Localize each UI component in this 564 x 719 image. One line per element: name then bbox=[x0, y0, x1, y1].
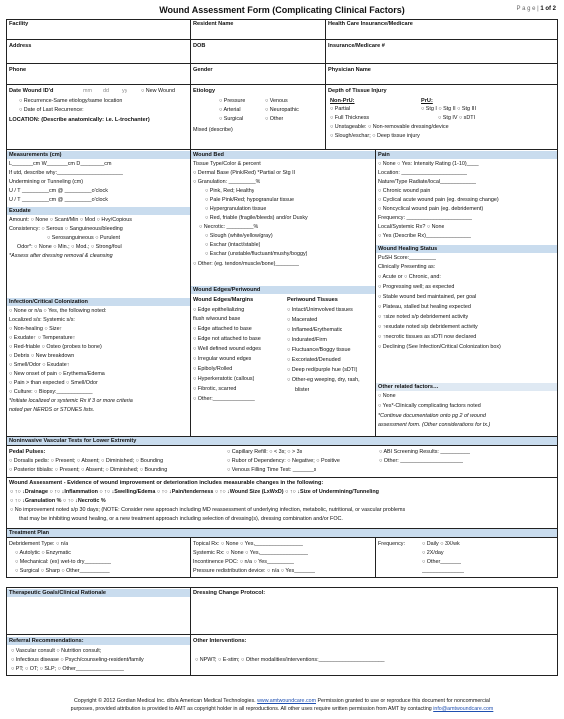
exudate-consistency[interactable]: Consistency: ○ Serous ○ Sanguineous/bleeding bbox=[9, 226, 123, 232]
facility-label: Facility bbox=[9, 21, 29, 27]
periwound-4[interactable]: ○ Fluctuance/Boggy tissue bbox=[287, 347, 351, 353]
edge-4[interactable]: ○ Well defined wound edges bbox=[193, 346, 261, 352]
etiology-pressure[interactable]: ○ Pressure bbox=[219, 98, 246, 104]
pain-line-3[interactable]: ○ Chronic wound pain bbox=[378, 188, 431, 194]
exudate-note: *Assess after dressing removal & cleansing bbox=[9, 253, 113, 259]
rx-box bbox=[190, 537, 376, 578]
healing-line-1: Clinically Presenting as: bbox=[378, 264, 436, 270]
wound-bed-line-7[interactable]: ○ Necrotic: _________% bbox=[199, 224, 259, 230]
pedal-pulses-label: Pedal Pulses: bbox=[9, 449, 46, 455]
referral-box bbox=[6, 634, 191, 676]
systemic-rx[interactable]: Systemic Rx: ○ None ○ Yes,________________ bbox=[193, 550, 309, 556]
posterior-tibialis[interactable]: ○ Posterior tibialis: ○ Present; ○ Absent; ○ Diminished; ○ Bounding bbox=[9, 467, 168, 473]
debridement-box bbox=[6, 537, 191, 578]
etiology-surgical[interactable]: ○ Surgical bbox=[219, 116, 244, 122]
infection-line-4[interactable]: ○ Red-friable ○ Osteo (probes to bone) bbox=[9, 344, 102, 350]
phone-label: Phone bbox=[9, 67, 27, 73]
wound-bed-line-3[interactable]: ○ Pink, Red; Healthy bbox=[205, 188, 255, 194]
infection-line-0[interactable]: ○ None or n/a ○ Yes, the following noted: bbox=[9, 308, 107, 314]
footer-line-2 bbox=[8, 706, 556, 713]
assessment-line-2[interactable]: ○ ↑○ ↓Granulation % ○ ↑○ ↓Necrotic % bbox=[10, 498, 106, 504]
edge-1: flush w/wound base bbox=[193, 316, 241, 322]
rubor-dependency[interactable]: ○ Rubor of Dependency: ○ Negative; ○ Positive bbox=[227, 458, 340, 464]
last-recurrence-option[interactable]: ○ Date of Last Recurrence: bbox=[19, 107, 84, 113]
healing-line-8[interactable]: ○ ↑necrotic tissues as sDTI now declared bbox=[378, 334, 477, 340]
dressing-box[interactable] bbox=[190, 587, 558, 635]
wound-bed-line-4[interactable]: ○ Pale Pink/Red; hypogranular tissue bbox=[205, 197, 294, 203]
dorsalis-pedis[interactable]: ○ Dorsalis pedis: ○ Present; ○ Absent; ○ Diminished; ○ Bounding bbox=[9, 458, 164, 464]
pressure-redistribution[interactable]: Pressure redistribution device: ○ n/a ○ Yes_______ bbox=[193, 568, 316, 574]
wound-bed-line-8[interactable]: ○ Slough (white/yellow/gray) bbox=[205, 233, 273, 239]
email-link[interactable]: info@amtwoundcare.com bbox=[433, 706, 494, 712]
edges-subheader: Wound Edges/Margins bbox=[193, 297, 254, 303]
pain-line-4[interactable]: ○ Cyclical acute wound pain (eg. dressing change) bbox=[378, 197, 499, 203]
infection-line-1: Localized s/s: Systemic s/s: bbox=[9, 317, 75, 323]
insurance-label: Health Care Insurance/Medicare bbox=[328, 21, 413, 27]
page-of: 1 of 2 bbox=[540, 6, 556, 12]
wound-assessment-title: Wound Assessment - Evidence of wound improvement or deterioration includes measurable changes in the following: bbox=[9, 480, 324, 486]
frequency-0[interactable]: ○ Daily ○ 3X/wk bbox=[422, 541, 460, 547]
pain-header: Pain bbox=[376, 151, 557, 159]
date-dd[interactable]: dd bbox=[103, 88, 109, 94]
edge-0[interactable]: ○ Edge epithelializing bbox=[193, 307, 245, 313]
incontinence-poc[interactable]: Incontinence POC: ○ n/a ○ Yes_________ bbox=[193, 559, 294, 565]
assessment-line-1[interactable]: ○ ↑○ ↓Drainage ○ ↑○ ↓Inflammation ○ ↑○ ↓Swelling/Edema ○ ↑○ ↓Pain/tenderness ○ ↑○ ↓Wound Size (LxWxD) ○ ↑○ ↓Size of Undermining/Tunneling bbox=[10, 489, 379, 495]
referral-2[interactable]: ○ PT; ○ OT; ○ SLP; ○ Other________________ bbox=[11, 666, 124, 672]
exudate-consistency-2[interactable]: ○ Serosanguineous ○ Purulent bbox=[47, 235, 121, 241]
infection-note-1: *Initiate localized or systemic Rx if 3 or more criteria bbox=[9, 398, 133, 404]
edge-7[interactable]: ○ Hyperkeratotic (callous) bbox=[193, 376, 255, 382]
measurements-utd[interactable]: If utd, describe why:______________________ bbox=[9, 170, 123, 176]
venous-filling[interactable]: ○ Venous Filling Time Test: _______s bbox=[227, 467, 317, 473]
healing-line-0[interactable]: PuSH Score:_________ bbox=[378, 255, 437, 261]
wound-bed-line-0: Tissue Type/Color & percent bbox=[193, 161, 261, 167]
capillary-refill[interactable]: ○ Capillary Refill: ○ < 3s; ○ > 3s bbox=[227, 449, 303, 455]
wound-bed-line-6[interactable]: ○ Red, friable (fragile/bleeds) and/or Dusky bbox=[205, 215, 308, 221]
physician-field[interactable] bbox=[325, 63, 558, 85]
frequency-2[interactable]: ○ Other_______ bbox=[422, 559, 462, 565]
edge-6[interactable]: ○ Epiboly/Rolled bbox=[193, 366, 233, 372]
form-header bbox=[0, 5, 564, 19]
pain-line-1[interactable]: Location: ______________________ bbox=[378, 170, 468, 176]
infection-line-7[interactable]: ○ New onset of pain ○ Erythema/Edema bbox=[9, 371, 105, 377]
measurements-undermining: Undermining or Tunneling (cm) bbox=[9, 179, 84, 185]
page-number: P a g e | 1 of 2 bbox=[516, 6, 556, 12]
footer-line-1 bbox=[8, 698, 556, 705]
left-column bbox=[6, 149, 191, 437]
attribution-text: purposes, provided attribution is provided to AMT as copyright holder in all reproductions. All other uses require written permission from AMT by contacting bbox=[70, 706, 432, 712]
healing-line-3[interactable]: ○ Progressing well; as expected bbox=[378, 284, 455, 290]
etiology-arterial[interactable]: ○ Arterial bbox=[219, 107, 241, 113]
edge-2[interactable]: ○ Edge attached to base bbox=[193, 326, 252, 332]
edge-5[interactable]: ○ Irregular wound edges bbox=[193, 356, 252, 362]
other-factors-2: *Continue documentation onto pg 2 of wound bbox=[378, 413, 486, 419]
healing-header: Wound Healing Status bbox=[376, 245, 557, 253]
form-title: Wound Assessment Form (Complicating Clinical Factors) bbox=[159, 5, 405, 15]
recurrence-option[interactable]: ○ Recurrence-Same etiology/same location bbox=[19, 98, 123, 104]
infection-line-2[interactable]: ○ Non-healing ○ Size↑ bbox=[9, 326, 63, 332]
measurements-ut2[interactable]: U / T _________cm @ _________o'clock bbox=[9, 197, 108, 203]
frequency-label: Frequency: bbox=[378, 541, 405, 547]
date-yy[interactable]: yy bbox=[122, 88, 128, 94]
infection-note-2: noted per NERDS or STONES lists. bbox=[9, 407, 95, 413]
page-word: P a g e bbox=[516, 6, 536, 12]
periwound-subheader: Periwound Tissues bbox=[287, 297, 338, 303]
measurements-header: Measurements (cm) bbox=[7, 151, 190, 159]
infection-line-5[interactable]: ○ Debris ○ New breakdown bbox=[9, 353, 75, 359]
goals-box[interactable] bbox=[6, 587, 191, 635]
depth-stages-1[interactable]: ○ Stg I ○ Stg II ○ Stg III bbox=[421, 106, 477, 112]
healing-line-9[interactable]: ○ Declining (See Infection/Critical Colonization box) bbox=[378, 344, 501, 350]
vascular-box bbox=[6, 445, 558, 478]
address-field[interactable] bbox=[6, 39, 191, 64]
infection-header: Infection/Critical Colonization bbox=[7, 298, 190, 306]
vascular-header: Noninvasive Vascular Tests for Lower Extremity bbox=[6, 436, 558, 446]
periwound-3[interactable]: ○ Indurated/Firm bbox=[287, 337, 327, 343]
dob-label: DOB bbox=[193, 43, 206, 49]
pain-line-7[interactable]: Local/Systemic Rx? ○ None bbox=[378, 224, 445, 230]
other-factors-0[interactable]: ○ None bbox=[378, 393, 396, 399]
pain-line-6[interactable]: Frequency: ______________________ bbox=[378, 215, 473, 221]
frequency-3[interactable]: ______________ bbox=[422, 568, 464, 574]
dressing-header: Dressing Change Protocol: bbox=[193, 590, 266, 596]
wound-bed-header: Wound Bed bbox=[191, 151, 375, 159]
wound-bed-line-5[interactable]: ○ Hypergranulation tissue bbox=[205, 206, 267, 212]
etiology-title: Etiology bbox=[193, 88, 216, 94]
depth-unstageable[interactable]: ○ Unstageable: ○ Non-removable dressing/device bbox=[330, 124, 449, 130]
copyright-text: Copyright © 2012 Gordian Medical Inc. d/b/a American Medical Technologies. bbox=[73, 698, 256, 704]
dob-field[interactable] bbox=[190, 39, 326, 64]
periwound-6[interactable]: ○ Deep red/purple hue (sDTI) bbox=[287, 367, 358, 373]
depth-stages-2[interactable]: ○ Stg IV ○ sDTI bbox=[438, 115, 476, 121]
insurance-number-label: Insurance/Medicare # bbox=[328, 43, 385, 49]
pain-line-8[interactable]: ○ Yes (Describe Rx)_______________ bbox=[378, 233, 471, 239]
debridement-1[interactable]: ○ Autolytic ○ Enzymatic bbox=[15, 550, 71, 556]
frequency-1[interactable]: ○ 2X/day bbox=[422, 550, 444, 556]
depth-full[interactable]: ○ Full Thickness bbox=[330, 115, 370, 121]
permission-text: Permission granted to use or reproduce this document for noncommercial bbox=[317, 698, 491, 704]
referral-0[interactable]: ○ Vascular consult ○ Nutrition consult; bbox=[11, 648, 102, 654]
other-factors-header: Other related factors… bbox=[376, 383, 557, 391]
infection-line-3[interactable]: ○ Exudate↑ ○ Temperature↑ bbox=[9, 335, 76, 341]
measurements-lwd[interactable]: L_______cm W_______cm D________cm bbox=[9, 161, 112, 167]
other-factors-1[interactable]: ○ Yes*-Clinically complicating factors noted bbox=[378, 403, 481, 409]
pain-line-2[interactable]: Nature/Type Radiate/local____________ bbox=[378, 179, 477, 185]
gender-field[interactable] bbox=[190, 63, 326, 85]
depth-partial[interactable]: ○ Partial bbox=[330, 106, 351, 112]
infection-line-8[interactable]: ○ Pain > than expected ○ Smell/Odor bbox=[9, 380, 98, 386]
exudate-header: Exudate bbox=[7, 207, 190, 215]
wound-bed-line-1[interactable]: ○ Dermal Base (Pink/Red) *Partial or Stg II bbox=[193, 170, 296, 176]
other-interventions-header: Other Interventions: bbox=[193, 638, 247, 644]
pru-label: PrU: bbox=[421, 98, 433, 104]
infection-line-9[interactable]: ○ Culture: ○ Biopsy:____________ bbox=[9, 389, 93, 395]
new-wound-option[interactable]: ○ New Wound bbox=[141, 88, 176, 94]
infection-line-6[interactable]: ○ Smell/Odor ○ Exudate↑ bbox=[9, 362, 70, 368]
referral-1[interactable]: ○ Infectious disease ○ Psych/counseling-resident/family bbox=[11, 657, 144, 663]
wound-bed-line-11[interactable]: ○ Other: (eg. tendon/muscle/bone)________ bbox=[193, 261, 300, 267]
healing-line-2[interactable]: ○ Acute or ○ Chronic, and: bbox=[378, 274, 441, 280]
periwound-2[interactable]: ○ Inflamed/Erythematic bbox=[287, 327, 343, 333]
website-link[interactable]: www.amtwoundcare.com bbox=[257, 698, 316, 704]
right-column bbox=[375, 149, 558, 437]
resident-name-label: Resident Name bbox=[193, 21, 234, 27]
resident-name-field[interactable] bbox=[190, 19, 326, 40]
etiology-box bbox=[190, 84, 326, 150]
debridement-2[interactable]: ○ Mechanical: (ex) wet-to dry_________ bbox=[15, 559, 112, 565]
periwound-5[interactable]: ○ Excoriated/Denuded bbox=[287, 357, 341, 363]
assessment-line-4: that may be inhibiting wound healing, or a new treatment approach including selection of dressing(s), dressing combination and/or FOC. bbox=[19, 516, 343, 522]
etiology-venous[interactable]: ○ Venous bbox=[265, 98, 288, 104]
date-wound-box bbox=[6, 84, 191, 150]
depth-title: Depth of Tissue Injury bbox=[328, 88, 387, 94]
date-mm[interactable]: mm bbox=[83, 88, 92, 94]
goals-header: Therapeutic Goals/Clinical Rationale bbox=[7, 589, 190, 597]
topical-rx[interactable]: Topical Rx: ○ None ○ Yes,________________ bbox=[193, 541, 303, 547]
periwound-8: blister bbox=[295, 387, 310, 393]
periwound-header: Wound Edges/Periwound bbox=[191, 286, 375, 294]
exudate-odor[interactable]: Odor*: ○ None ○ Min.; ○ Mod.; ○ Strong/foul bbox=[17, 244, 122, 250]
pain-line-5[interactable]: ○ Noncyclical wound pain (eg. debridement) bbox=[378, 206, 484, 212]
address-label: Address bbox=[9, 43, 32, 49]
frequency-box bbox=[375, 537, 558, 578]
depth-box bbox=[325, 84, 558, 150]
healing-line-7[interactable]: ○ ↑exudate noted s/p debridement activity bbox=[378, 324, 478, 330]
periwound-7[interactable]: ○ Other-eg weeping, dry, rash, bbox=[287, 377, 360, 383]
exudate-amount[interactable]: Amount: ○ None ○ Scant/Min ○ Mod ○ Hvy/Copious bbox=[9, 217, 132, 223]
phone-field[interactable] bbox=[6, 63, 191, 85]
debridement-0[interactable]: Debridement Type: ○ n/a bbox=[9, 541, 69, 547]
edge-9[interactable]: ○ Other:______________ bbox=[193, 396, 255, 402]
assessment-line-3[interactable]: ○ No improvement noted s/p 30 days; (NOTE: Consider new approach including MD reassessment of underlying infection, metabolic, nutritional, or vascular problems bbox=[10, 507, 406, 513]
edge-3[interactable]: ○ Edge not attached to base bbox=[193, 336, 261, 342]
wound-bed-line-9[interactable]: ○ Eschar (intact/stable) bbox=[205, 242, 261, 248]
facility-field[interactable] bbox=[6, 19, 191, 40]
vascular-other[interactable]: ○ Other: _____________________ bbox=[379, 458, 464, 464]
other-interventions-box bbox=[190, 634, 558, 676]
etiology-other[interactable]: ○ Other bbox=[265, 116, 284, 122]
etiology-mixed[interactable]: Mixed (describe) bbox=[193, 127, 233, 133]
insurance-field[interactable] bbox=[325, 19, 558, 40]
insurance-number-field[interactable] bbox=[325, 39, 558, 64]
depth-slough[interactable]: ○ Slough/eschar; ○ Deep tissue injury bbox=[330, 133, 420, 139]
healing-line-4[interactable]: ○ Stable wound bed maintained, per goal bbox=[378, 294, 477, 300]
measurements-ut1[interactable]: U / T _________cm @ _________o'clock bbox=[9, 188, 108, 194]
etiology-neuropathic[interactable]: ○ Neuropathic bbox=[265, 107, 299, 113]
date-wound-label: Date Wound ID'd bbox=[9, 88, 54, 94]
wound-bed-line-2[interactable]: ○ Granulation: _________% bbox=[193, 179, 261, 185]
edge-8[interactable]: ○ Fibrotic, scarred bbox=[193, 386, 237, 392]
other-interventions-line[interactable]: ○ NPWT; ○ E-stim; ○ Other modalities/interventions:______________________ bbox=[195, 657, 385, 663]
non-pru-label: Non-PrU: bbox=[330, 98, 355, 104]
treatment-header: Treatment Plan bbox=[6, 528, 558, 538]
healing-line-5[interactable]: ○ Plateau, stalled but healing expected bbox=[378, 304, 471, 310]
debridement-3[interactable]: ○ Surgical ○ Sharp ○ Other__________ bbox=[15, 568, 110, 574]
wound-assessment-box bbox=[6, 477, 558, 529]
pain-line-0[interactable]: ○ None ○ Yes: Intensity Rating (1-10)____ bbox=[378, 161, 479, 167]
periwound-1[interactable]: ○ Macerated bbox=[287, 317, 318, 323]
location-label: LOCATION: (Describe anatomically: i.e. L-trochanter) bbox=[9, 117, 150, 123]
other-factors-3: assessment form. (Other considerations for tx.) bbox=[378, 422, 491, 428]
gender-label: Gender bbox=[193, 67, 213, 73]
physician-label: Physician Name bbox=[328, 67, 371, 73]
middle-column bbox=[190, 149, 376, 437]
abi-screening[interactable]: ○ ABI Screening Results: __________ bbox=[379, 449, 471, 455]
healing-line-6[interactable]: ○ ↑size noted s/p debridement activity bbox=[378, 314, 469, 320]
referral-header: Referral Recommendations: bbox=[7, 637, 190, 645]
wound-bed-line-10[interactable]: ○ Eschar (unstable/fluctuant/mushy/boggy) bbox=[205, 251, 308, 257]
periwound-0[interactable]: ○ Intact/Unimvolved tissues bbox=[287, 307, 353, 313]
